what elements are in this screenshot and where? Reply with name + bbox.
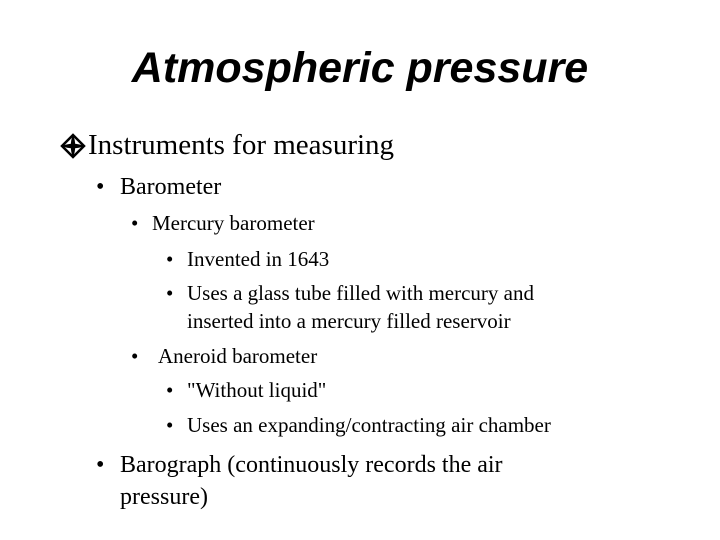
- bullet-level4-invented: Invented in 1643: [187, 247, 330, 271]
- diamond-wing-icon: [59, 132, 87, 160]
- bullet-level4-glass-tube: Uses a glass tube filled with mercury and: [187, 281, 534, 305]
- slide-title: Atmospheric pressure: [131, 44, 589, 92]
- bullet-dot-icon: •: [131, 211, 139, 235]
- bullet-level2-barograph: Barograph (continuously records the air: [120, 452, 503, 478]
- bullet-dot-icon: •: [166, 378, 174, 402]
- bullet-level4-glass-tube-continuation: inserted into a mercury filled reservoir: [187, 309, 511, 333]
- bullet-dot-icon: •: [96, 452, 105, 478]
- bullet-dot-icon: •: [166, 247, 174, 271]
- bullet-dot-icon: •: [166, 281, 174, 305]
- bullet-level3-mercury-barometer: Mercury barometer: [152, 211, 315, 235]
- bullet-level4-without-liquid: "Without liquid": [187, 378, 327, 402]
- bullet-dot-icon: •: [96, 174, 105, 200]
- bullet-dot-icon: •: [131, 344, 139, 368]
- bullet-level2-barograph-continuation: pressure): [120, 484, 208, 510]
- bullet-dot-icon: •: [166, 413, 174, 437]
- bullet-level1-instruments: Instruments for measuring: [88, 129, 395, 161]
- bullet-level3-aneroid-barometer: Aneroid barometer: [158, 344, 318, 368]
- bullet-level2-barometer: Barometer: [120, 174, 222, 200]
- bullet-level4-air-chamber: Uses an expanding/contracting air chamber: [187, 413, 551, 437]
